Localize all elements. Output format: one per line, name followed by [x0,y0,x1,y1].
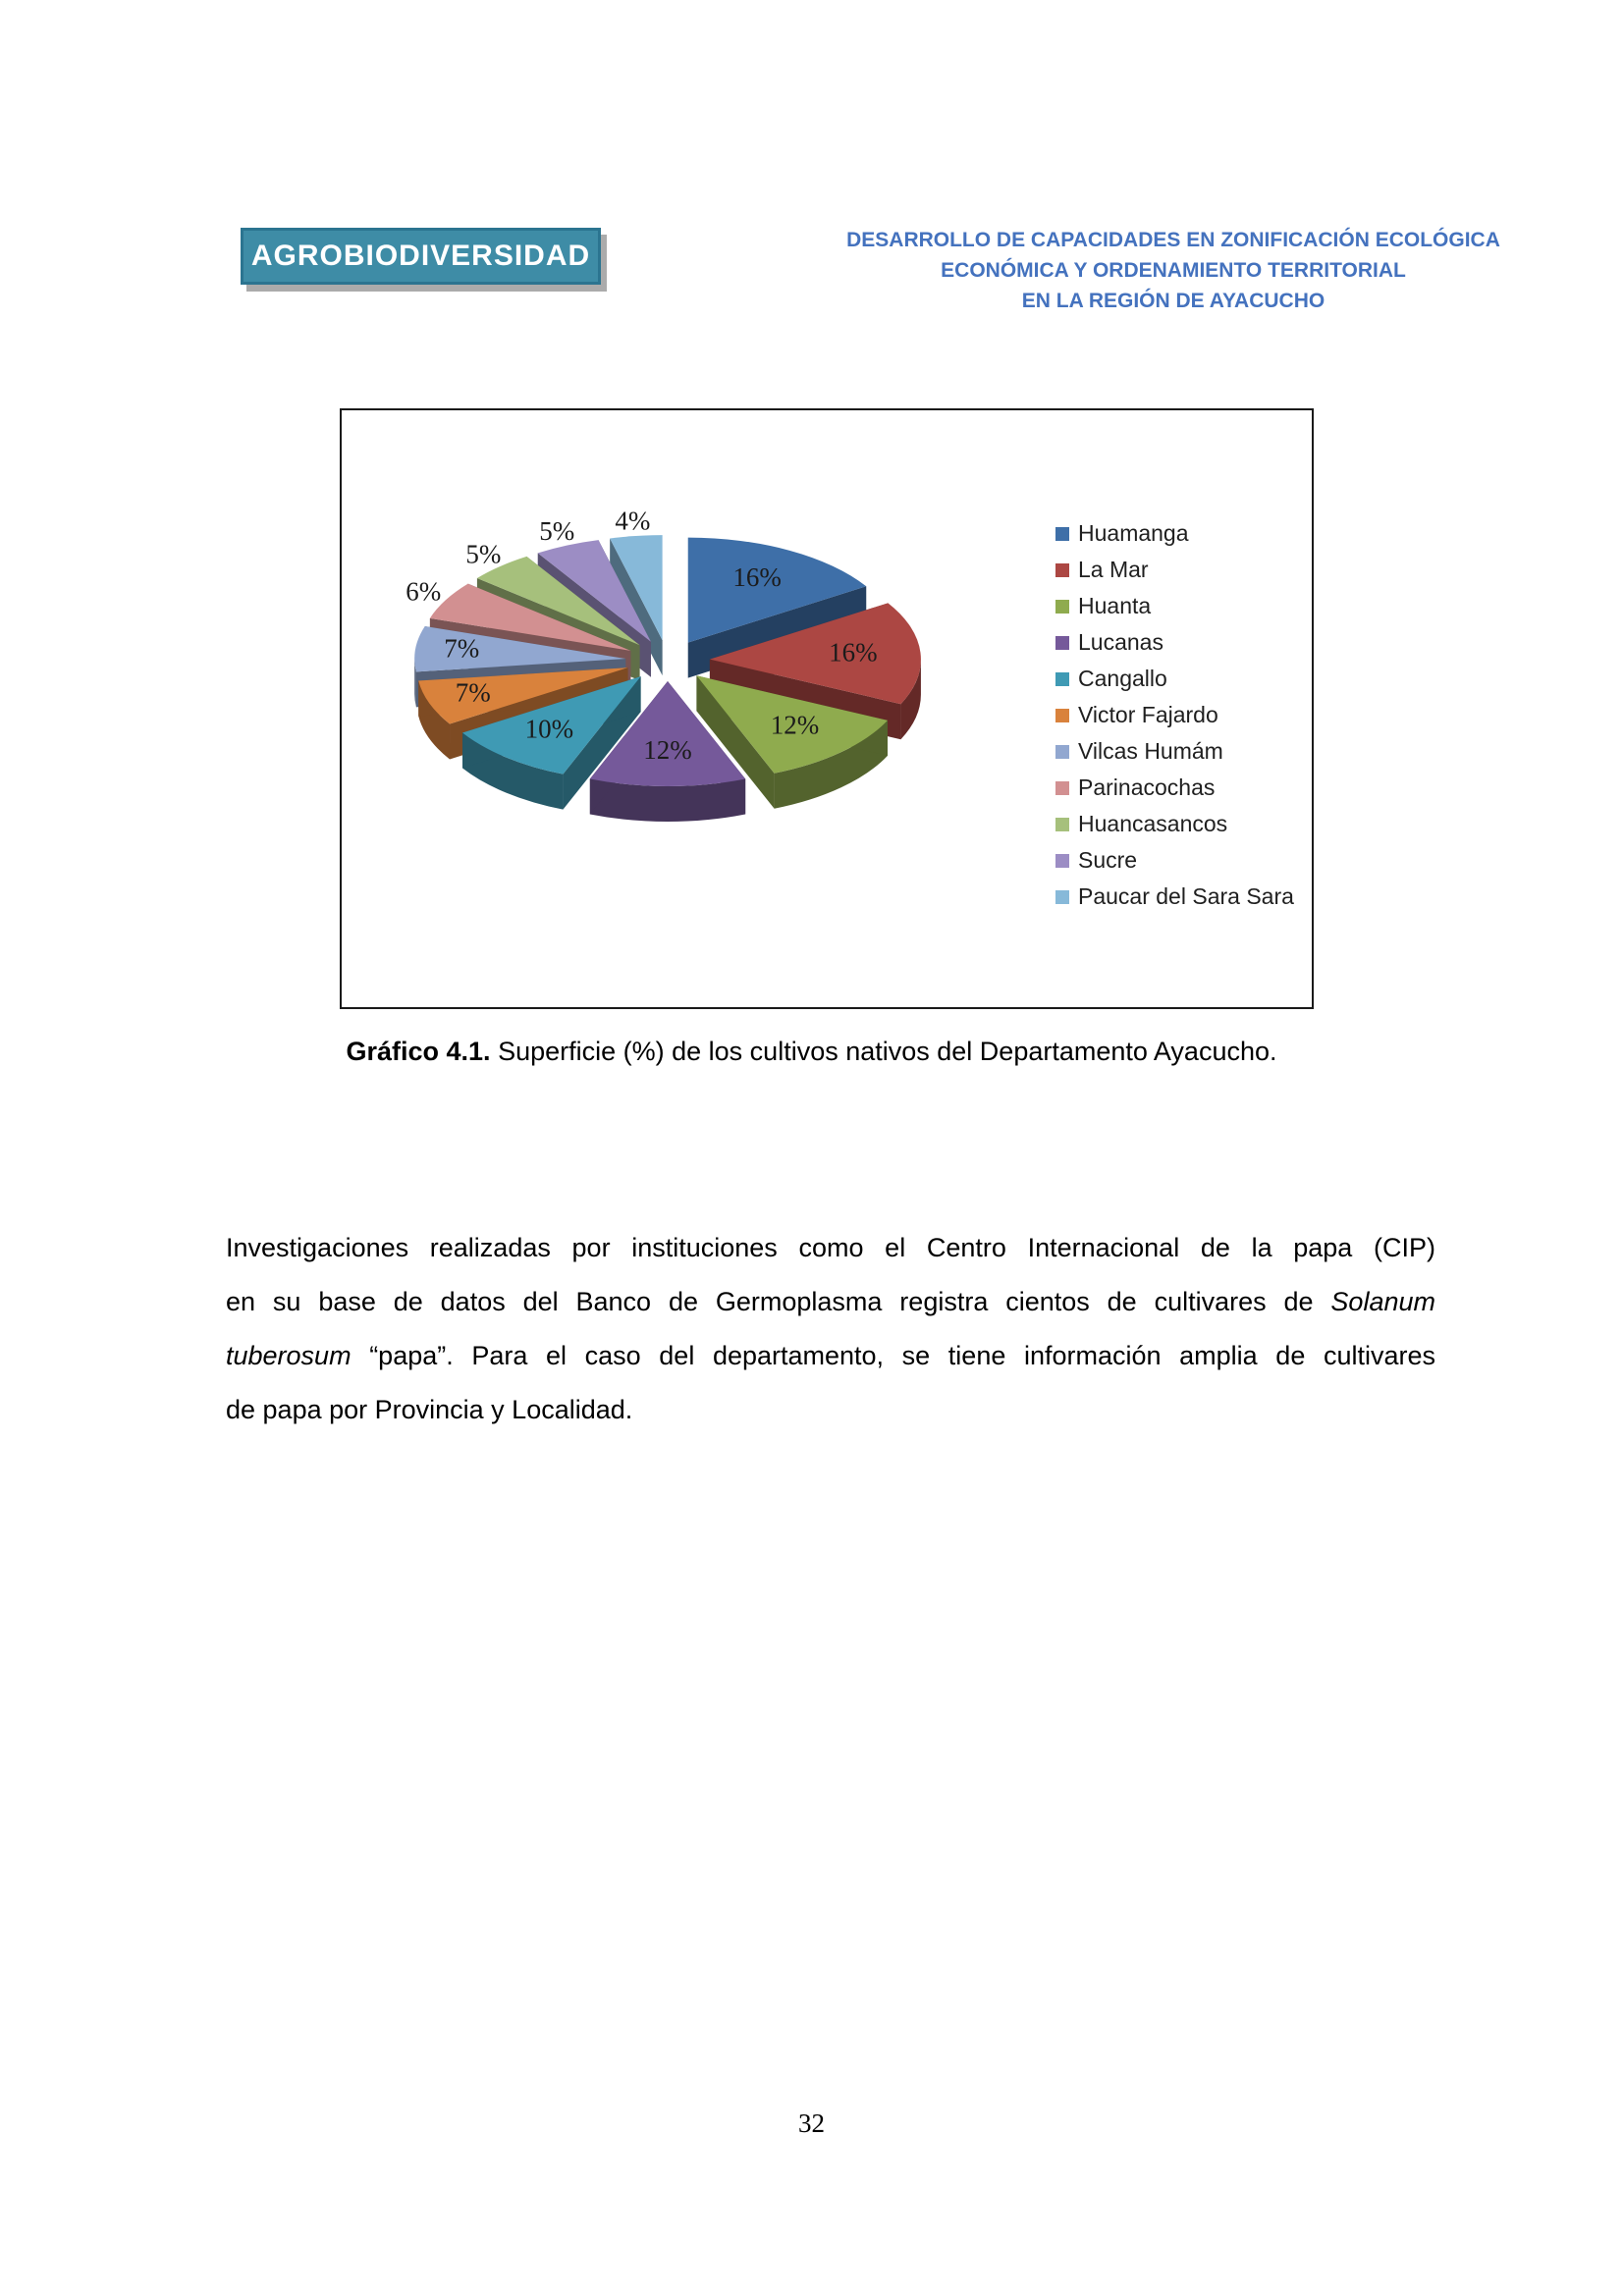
body-text: Investigaciones realizadas por instituciones como el Centro Internacional de la papa (CIP) [226,1233,1435,1262]
legend-label: Huamanga [1078,520,1189,546]
pie-slice-label: 10% [524,714,574,744]
legend-swatch [1055,781,1069,795]
legend-label: Parinacochas [1078,774,1216,800]
legend-item [1055,879,1294,915]
legend-swatch [1055,854,1069,868]
report-title-line-2: ECONÓMICA Y ORDENAMIENTO TERRITORIAL [941,259,1406,282]
legend-label: Huanta [1078,593,1152,618]
legend-swatch [1055,890,1069,904]
pie-slice-label: 16% [829,637,878,667]
pie-slice-label: 12% [643,734,692,765]
legend-label: Cangallo [1078,666,1167,691]
pie-slice-label: 16% [732,562,782,593]
badge-label: AGROBIODIVERSIDAD [250,240,591,272]
figure-caption-label: Gráfico 4.1. [346,1037,491,1066]
body-paragraph [226,1221,1435,1437]
legend-swatch [1055,636,1069,650]
report-title-line-3: EN LA REGIÓN DE AYACUCHO [1021,290,1325,312]
legend-item [1055,697,1294,733]
body-text-line [226,1221,1435,1275]
legend-item [1055,733,1294,770]
legend-swatch [1055,745,1069,759]
pie-slice-label: 5% [539,515,575,546]
body-text-line [226,1275,1435,1329]
legend-swatch [1055,600,1069,614]
body-text: “papa”. Para el caso del departamento, se tiene información amplia de cultivares [351,1341,1435,1370]
legend-swatch [1055,818,1069,831]
legend-item [1055,515,1294,552]
pie-slice-label: 12% [770,710,820,740]
pie-slice-label: 4% [615,506,651,536]
legend-item [1055,588,1294,624]
legend-item [1055,806,1294,842]
legend-swatch [1055,563,1069,577]
legend-item [1055,552,1294,588]
pie-slice-label: 5% [465,539,502,569]
legend-item [1055,661,1294,697]
legend-swatch [1055,672,1069,686]
pie-slice-label: 7% [444,633,480,664]
legend-label: Lucanas [1078,629,1163,655]
legend-swatch [1055,709,1069,722]
legend-item [1055,842,1294,879]
legend-label: Sucre [1078,847,1138,873]
legend-label: Huancasancos [1078,811,1228,836]
legend-item [1055,770,1294,806]
report-title [839,225,1507,316]
body-text: en su base de datos del Banco de Germoplasma registra cientos de cultivares de [226,1287,1331,1316]
figure-frame [340,408,1314,1009]
legend-swatch [1055,527,1069,541]
report-title-line-1: DESARROLLO DE CAPACIDADES EN ZONIFICACIÓN ECOLÓGICA [846,229,1500,251]
page-number: 32 [798,2109,825,2138]
body-text-line [226,1383,1435,1437]
figure-caption [0,1037,1623,1067]
pie-slice-label: 6% [406,576,442,607]
legend-label: Paucar del Sara Sara [1078,883,1294,909]
body-text-italic: Solanum [1330,1287,1435,1316]
chart-legend [1055,515,1294,915]
body-text: de papa por Provincia y Localidad. [226,1395,633,1424]
body-text-italic: tuberosum [226,1341,352,1370]
agrobiodiversidad-badge [241,228,601,285]
legend-label: La Mar [1078,557,1149,582]
legend-label: Vilcas Humám [1078,738,1223,764]
legend-label: Victor Fajardo [1078,702,1218,727]
body-text-line [226,1329,1435,1383]
legend-item [1055,624,1294,661]
pie-slice-label: 7% [455,677,491,708]
figure-caption-text: Superficie (%) de los cultivos nativos del Departamento Ayacucho. [490,1037,1277,1066]
